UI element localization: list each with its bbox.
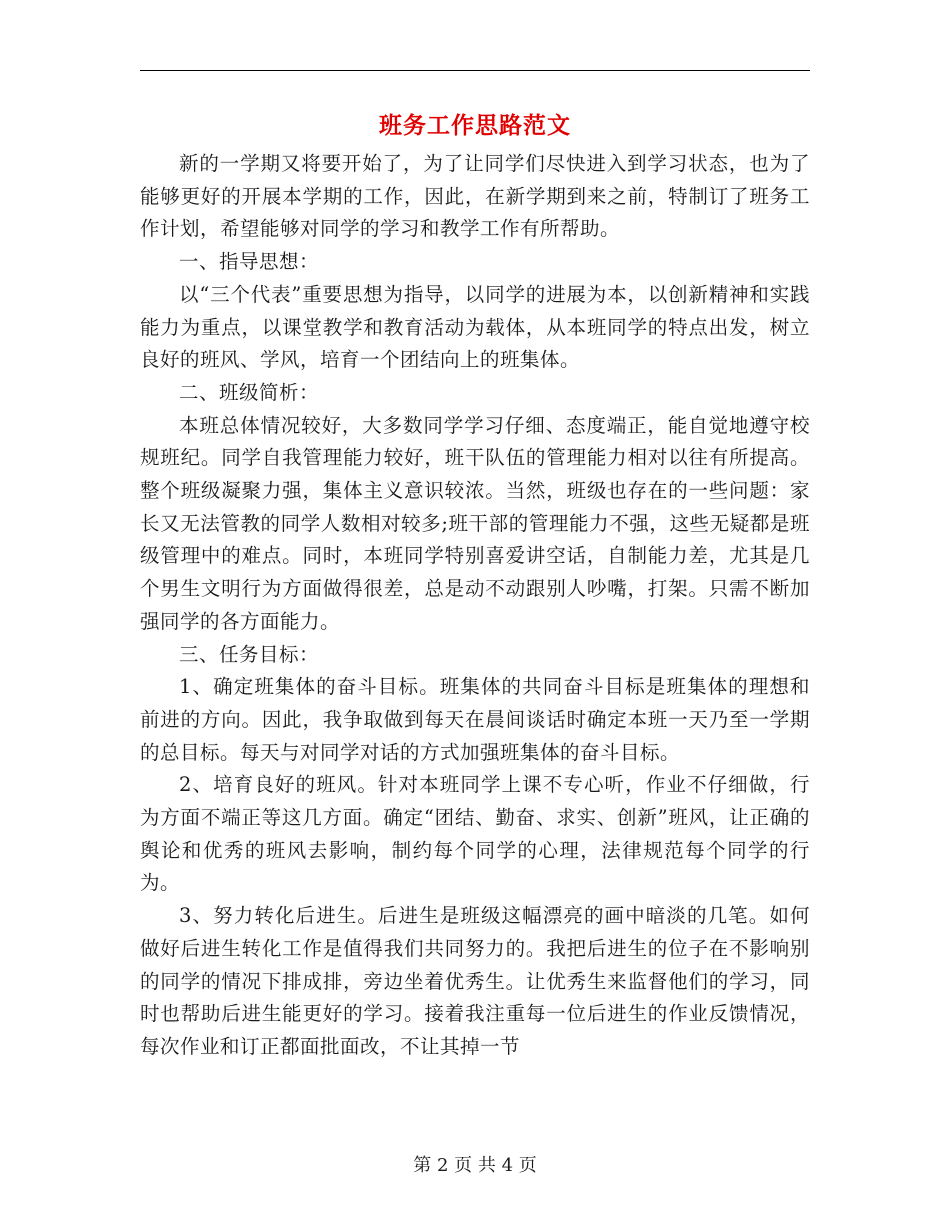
- paragraph-intro: 新的一学期又将要开始了，为了让同学们尽快进入到学习状态，也为了能够更好的开展本学期的工作，因此，在新学期到来之前，特制订了班务工作计划，希望能够对同学的学习和教学工作有所帮助。: [140, 152, 810, 241]
- paragraph-class-analysis: 本班总体情况较好，大多数同学学习仔细、态度端正，能自觉地遵守校规班纪。同学自我管理能力较好，班干队伍的管理能力相对以往有所提高。整个班级凝聚力强，集体主义意识较浓。当然，班级也存在的一些问题：家长又无法管教的同学人数相对较多;班干部的管理能力不强，这些无疑都是班级管理中的难点。同时，本班同学特别喜爱讲空话，自制能力差，尤其是几个男生文明行为方面做得很差，总是动不动跟别人吵嘴，打架。只需不断加强同学的各方面能力。: [140, 413, 810, 633]
- paragraph-guiding-thought: 以“三个代表”重要思想为指导，以同学的进展为本，以创新精神和实践能力为重点，以课堂教学和教育活动为载体，从本班同学的特点出发，树立良好的班风、学风，培育一个团结向上的班集体。: [140, 282, 810, 372]
- section-heading-task-goals: 三、任务目标：: [179, 642, 320, 666]
- section-heading-class-analysis: 二、班级简析：: [179, 380, 320, 404]
- paragraph-goal-2: 2、培育良好的班风。针对本班同学上课不专心听，作业不仔细做，行为方面不端正等这几方面。确定“团结、勤奋、求实、创新”班风，让正确的舆论和优秀的班风去影响，制约每个同学的心理，法律规范每个同学的行为。: [140, 773, 810, 895]
- page-number-footer: 第 2 页 共 4 页: [413, 1155, 537, 1176]
- paragraph-goal-3: 3、努力转化后进生。后进生是班级这幅漂亮的画中暗淡的几笔。如何做好后进生转化工作是值得我们共同努力的。我把后进生的位子在不影响别的同学的情况下排成排，旁边坐着优秀生。让优秀生来监督他们的学习，同时也帮助后进生能更好的学习。接着我注重每一位后进生的作业反馈情况，每次作业和订正都面批面改，不让其掉一节: [140, 904, 810, 1058]
- header-rule: [140, 70, 810, 71]
- section-heading-guiding-thought: 一、指导思想：: [179, 250, 320, 274]
- document-body: [140, 148, 810, 1064]
- paragraph-goal-1: 1、确定班集体的奋斗目标。班集体的共同奋斗目标是班集体的理想和前进的方向。因此，我争取做到每天在晨间谈话时确定本班一天乃至一学期的总目标。每天与对同学对话的方式加强班集体的奋斗目标。: [140, 675, 810, 764]
- document-title: 班务工作思路范文: [379, 112, 571, 139]
